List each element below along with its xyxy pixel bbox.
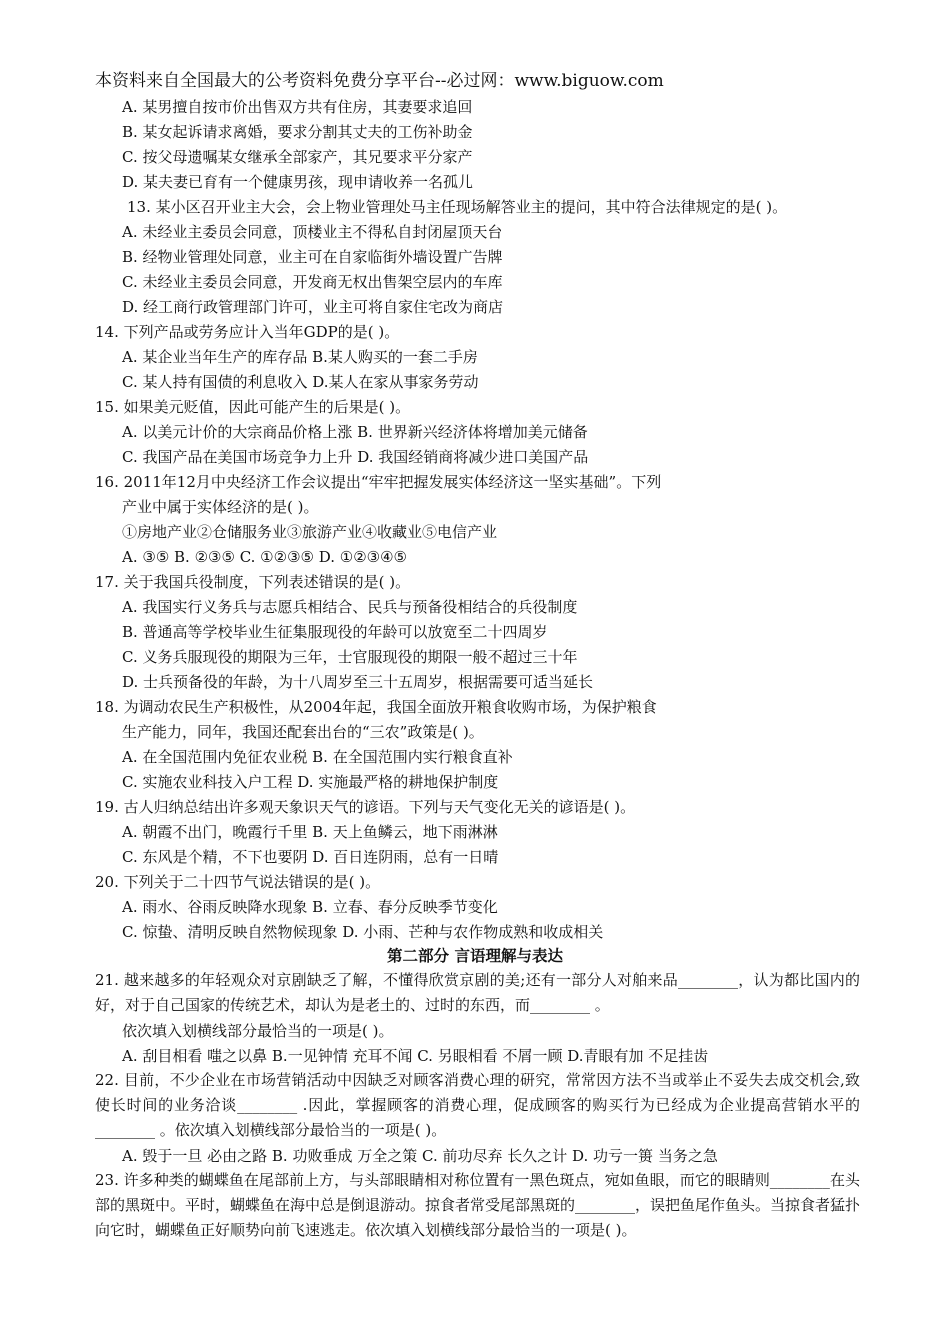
option-line: A. ③⑤ B. ②③⑤ C. ①②③⑤ D. ①②③④⑤ [122,548,407,566]
option-line: C. 义务兵服现役的期限为三年，士官服现役的期限一般不超过三十年 [122,648,578,666]
question-21-prompt: 依次填入划横线部分最恰当的一项是( )。 [122,1022,394,1040]
option-line: B. 普通高等学校毕业生征集服现役的年龄可以放宽至二十四周岁 [122,623,548,641]
option-line: C. 东风是个精，不下也要阴 D. 百日连阴雨，总有一日晴 [122,848,499,866]
option-line: A. 某企业当年生产的库存品 B.某人购买的一套二手房 [122,348,478,366]
question-23: 23. 许多种类的蝴蝶鱼在尾部前上方，与头部眼睛相对称位置有一黑色斑点，宛如鱼眼，而它的眼睛则________在头部的黑斑中。平时，蝴蝶鱼在海中总是倒退游动。掠食者常受尾部黑斑的________，误把鱼尾作鱼头。当掠食者猛扑向它时，蝴蝶鱼正好顺势向前飞速逃走。依次填入划横线部分最恰当的一项是( )。 [95,1171,861,1239]
question-line: 15. 如果美元贬值，因此可能产生的后果是( )。 [95,398,411,416]
question-line: 20. 下列关于二十四节气说法错误的是( )。 [95,873,381,891]
question-line: ①房地产业②仓储服务业③旅游产业④收藏业⑤电信产业 [122,523,498,541]
question-21-options: A. 刮目相看 嗤之以鼻 B.一见钟情 充耳不闻 C. 另眼相看 不屑一顾 D.青眼有加 不足挂齿 [122,1047,709,1065]
option-line: D. 某夫妻已育有一个健康男孩，现申请收养一名孤儿 [122,173,474,191]
option-line: A. 以美元计价的大宗商品价格上涨 B. 世界新兴经济体将增加美元储备 [122,423,588,441]
option-line: C. 某人持有国债的利息收入 D.某人在家从事家务劳动 [122,373,479,391]
question-21: 21. 越来越多的年轻观众对京剧缺乏了解，不懂得欣赏京剧的美;还有一部分人对舶来品________，认为都比国内的好，对于自己国家的传统艺术，却认为是老土的、过时的东西，而________ 。 [95,971,860,1014]
option-line: A. 未经业主委员会同意，顶楼业主不得私自封闭屋顶天台 [122,223,503,241]
option-line: C. 实施农业科技入户工程 D. 实施最严格的耕地保护制度 [122,773,499,791]
option-line: D. 士兵预备役的年龄，为十八周岁至三十五周岁，根据需要可适当延长 [122,673,594,691]
option-line: A. 朝霞不出门，晚霞行千里 B. 天上鱼鳞云，地下雨淋淋 [122,823,498,841]
option-line: A. 雨水、谷雨反映降水现象 B. 立春、春分反映季节变化 [122,898,498,916]
option-line: C. 未经业主委员会同意，开发商无权出售架空层内的车库 [122,273,503,291]
option-line: A. 在全国范围内免征农业税 B. 在全国范围内实行粮食直补 [122,748,513,766]
option-line: B. 某女起诉请求离婚，要求分割其丈夫的工伤补助金 [122,123,473,141]
question-22-options: A. 毁于一旦 必由之路 B. 功败垂成 万全之策 C. 前功尽弃 长久之计 D. 功亏一篑 当务之急 [122,1147,718,1165]
option-line: D. 经工商行政管理部门许可，业主可将自家住宅改为商店 [122,298,504,316]
option-line: A. 某男擅自按市价出售双方共有住房，其妻要求追回 [122,98,473,116]
question-line: 18. 为调动农民生产积极性，从2004年起，我国全面放开粮食收购市场，为保护粮食 [95,698,657,716]
question-line: 14. 下列产品或劳务应计入当年GDP的是( )。 [95,323,400,341]
question-line: 13. 某小区召开业主大会，会上物业管理处马主任现场解答业主的提问，其中符合法律规定的是( )。 [127,198,788,216]
option-line: A. 我国实行义务兵与志愿兵相结合、民兵与预备役相结合的兵役制度 [122,598,578,616]
option-line: C. 惊蛰、清明反映自然物候现象 D. 小雨、芒种与农作物成熟和收成相关 [122,923,604,941]
question-line: 19. 古人归纳总结出许多观天象识天气的谚语。下列与天气变化无关的谚语是( )。 [95,798,636,816]
page-header: 本资料来自全国最大的公考资料免费分享平台--必过网：www.biguow.com [95,71,664,91]
option-line: B. 经物业管理处同意，业主可在自家临街外墙设置广告牌 [122,248,503,266]
option-line: C. 我国产品在美国市场竞争力上升 D. 我国经销商将减少进口美国产品 [122,448,589,466]
question-22: 22. 目前，不少企业在市场营销活动中因缺乏对顾客消费心理的研究，常常因方法不当或举止不妥失去成交机会,致使长时间的业务洽谈________ .因此，掌握顾客的消费心理，促成顾客的购买行为已经成为企业提高营销水平的________ 。依次填入划横线部分最恰当的一项是( )。 [95,1071,860,1139]
option-line: C. 按父母遗嘱某女继承全部家产，其兄要求平分家产 [122,148,473,166]
question-line: 17. 关于我国兵役制度，下列表述错误的是( )。 [95,573,411,591]
question-line: 16. 2011年12月中央经济工作会议提出“牢牢把握发展实体经济这一坚实基础”。下列 [95,473,662,491]
section-title: 第二部分 言语理解与表达 [387,946,563,965]
question-line: 产业中属于实体经济的是( )。 [122,498,319,516]
question-line: 生产能力，同年，我国还配套出台的“三农”政策是( )。 [122,723,484,741]
